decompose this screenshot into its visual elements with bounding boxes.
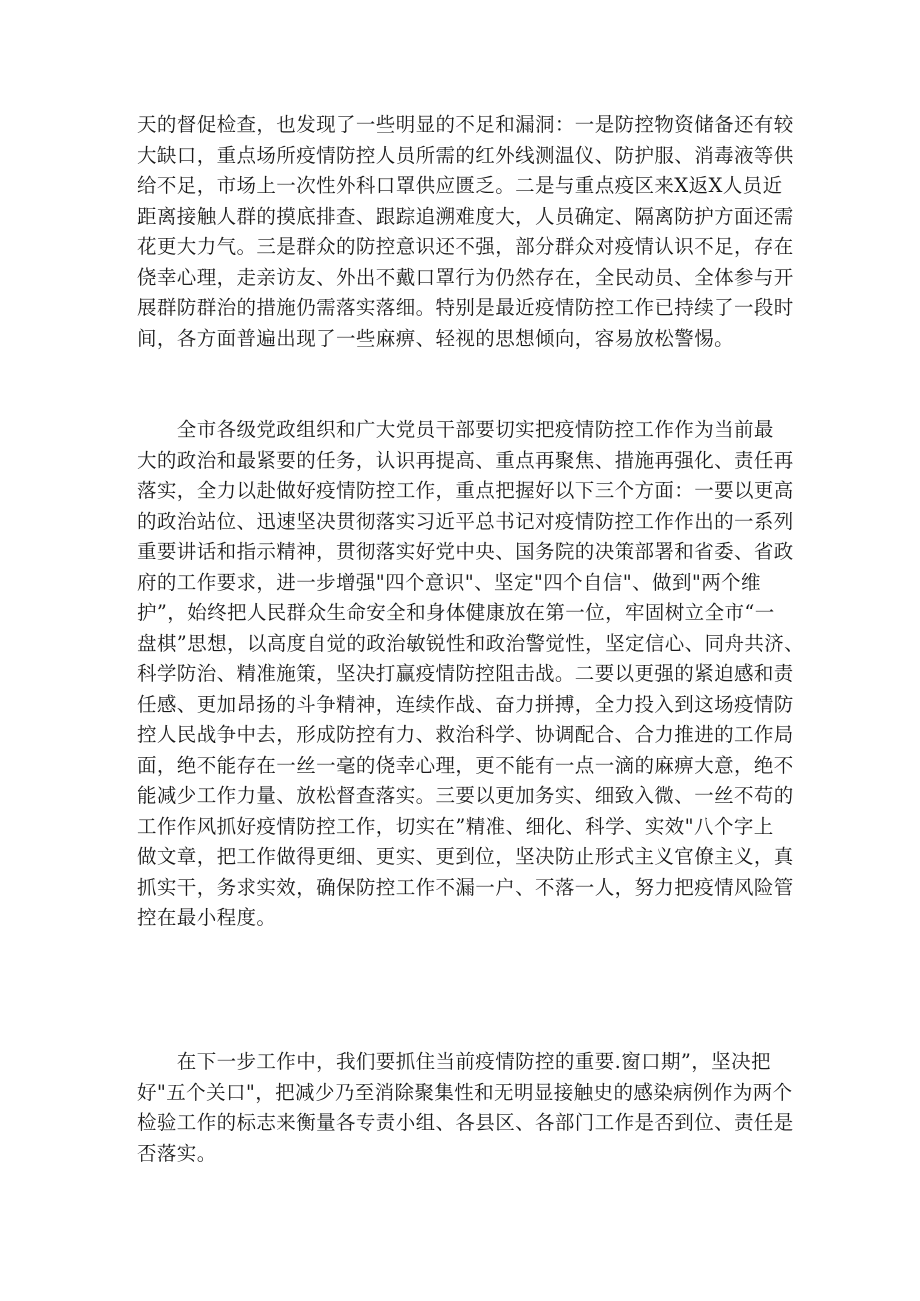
text-line: 任感、更加昂扬的斗争精神，连续作战、奋力拼搏，全力投入到这场疫情防	[137, 692, 794, 716]
text-line: 检验工作的标志来衡量各专责小组、各县区、各部门工作是否到位、责任是	[137, 1111, 794, 1134]
text-line: 侥幸心理，走亲访友、外出不戴口罩行为仍然存在，全民动员、全体参与开	[137, 265, 794, 289]
text-line: 大的政治和最紧要的任务，认识再提高、重点再聚焦、措施再强化、责任再	[137, 448, 794, 472]
text-line: 落实，全力以赴做好疫情防控工作，重点把握好以下三个方面：一要以更高	[137, 479, 794, 502]
text-line: 给不足，市场上一次性外科口罩供应匮乏。二是与重点疫区来X返X人员近	[137, 174, 783, 197]
text-line: 工作作风抓好疫情防控工作，切实在”精准、细化、科学、实效"八个字上	[137, 814, 774, 838]
text-line: 能减少工作力量、放松督查落实。三要以更加务实、细致入微、一丝不苟的	[137, 784, 794, 807]
text-line: 盘棋”思想，以高度自觉的政治敏锐性和政治警觉性，坚定信心、同舟共济、	[137, 631, 805, 655]
text-line: 否落实。	[137, 1141, 217, 1165]
paragraph-next-steps	[137, 1047, 793, 1169]
text-line: 距离接触人群的摸底排查、跟踪追溯难度大，人员确定、隔离防护方面还需	[137, 204, 794, 228]
text-line: 重要讲话和指示精神，贯彻落实好党中央、国务院的决策部署和省委、省政	[137, 540, 794, 563]
paragraph-requirements	[137, 415, 805, 934]
text-line: 展群防群治的措施仍需落实落细。特别是最近疫情防控工作已持续了一段时	[137, 296, 794, 319]
text-line: 控人民战争中去，形成防控有力、救治科学、协调配合、合力推进的工作局	[137, 723, 794, 746]
text-line: 在下一步工作中，我们要抓住当前疫情防控的重要.窗口期”，坚决把	[137, 1050, 771, 1073]
text-line: 面，绝不能存在一丝一毫的侥幸心理，更不能有一点一滴的麻痹大意，绝不	[137, 753, 794, 777]
text-line: 抓实干，务求实效，确保防控工作不漏一户、不落一人，努力把疫情风险管	[137, 875, 794, 899]
text-line: 府的工作要求，进一步增强"四个意识"、坚定"四个自信"、做到"两个维	[137, 570, 761, 594]
text-line: 大缺口，重点场所疫情防控人员所需的红外线测温仪、防护服、消毒液等供	[137, 143, 794, 167]
text-line: 好"五个关口"，把减少乃至消除聚集性和无明显接触史的感染病例作为两个	[137, 1080, 793, 1104]
text-line: 间，各方面普遍出现了一些麻痹、轻视的思想倾向，容易放松警惕。	[137, 326, 735, 350]
text-line: 的政治站位、迅速坚决贯彻落实习近平总书记对疫情防控工作作出的一系列	[137, 509, 794, 533]
text-line: 控在最小程度。	[137, 906, 277, 929]
text-line: 花更大力气。三是群众的防控意识还不强，部分群众对疫情认识不足，存在	[137, 235, 794, 258]
text-line: 科学防治、精准施策，坚决打赢疫情防控阻击战。二要以更强的紧迫感和责	[137, 662, 794, 685]
text-line: 天的督促检查，也发现了一些明显的不足和漏洞：一是防控物资储备还有较	[137, 113, 794, 136]
text-line: 做文章，把工作做得更细、更实、更到位，坚决防止形式主义官僚主义，真	[137, 845, 794, 868]
text-line: 护”，始终把人民群众生命安全和身体健康放在第一位，牢固树立全市“一	[137, 601, 775, 624]
text-line: 全市各级党政组织和广大党员干部要切实把疫情防控工作作为当前最	[137, 418, 774, 441]
paragraph-shortcomings	[137, 110, 793, 354]
